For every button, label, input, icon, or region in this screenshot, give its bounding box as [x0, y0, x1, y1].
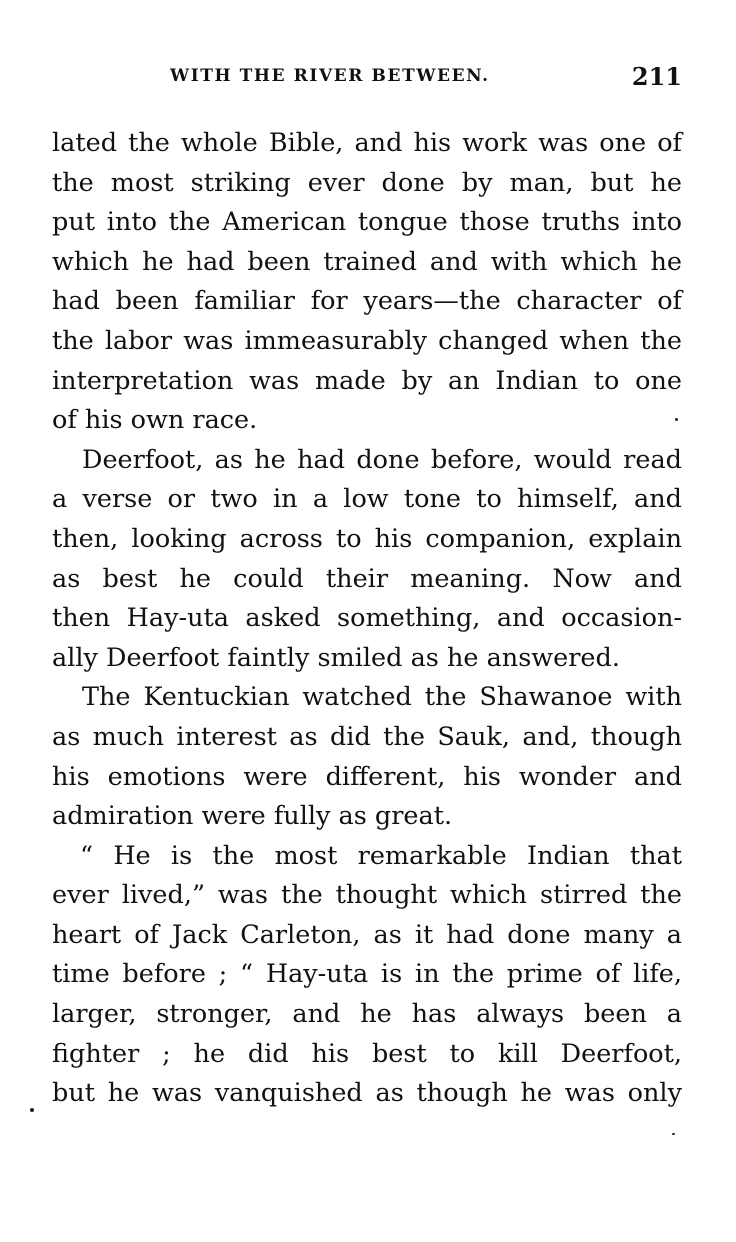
print-speck	[675, 418, 678, 421]
text-line: then Hay-uta asked something, and occasion-	[52, 603, 682, 634]
text-line: a verse or two in a low tone to himself, and	[52, 484, 682, 515]
text-line: The Kentuckian watched the Shawanoe with	[82, 682, 682, 713]
text-line: then, looking across to his companion, explain	[52, 523, 682, 554]
text-line: “ He is the most remarkable Indian that	[80, 840, 682, 871]
text-line: lated the whole Bible, and his work was one of	[52, 128, 682, 158]
text-line: the labor was immeasurably changed when the	[52, 325, 682, 356]
text-line: but he was vanquished as though he was only	[52, 1078, 682, 1109]
text-line: admiration were fully as great.	[52, 801, 453, 832]
body-text	[52, 124, 682, 1114]
text-line: as best he could their meaning. Now and	[52, 563, 682, 594]
text-line: fighter ; he did his best to kill Deerfoot,	[52, 1038, 682, 1069]
running-head-title: WITH THE RIVER BETWEEN.	[170, 66, 490, 86]
print-speck	[30, 1108, 34, 1112]
text-line: time before ; “ Hay-uta is in the prime of life,	[52, 959, 682, 990]
print-speck	[672, 1133, 675, 1135]
text-line: ally Deerfoot faintly smiled as he answered.	[52, 642, 620, 673]
running-head	[52, 62, 682, 96]
text-line: his emotions were different, his wonder and	[52, 761, 682, 792]
text-line: Deerfoot, as he had done before, would read	[82, 444, 682, 475]
text-line: of his own race.	[52, 405, 258, 436]
text-line: larger, stronger, and he has always been a	[52, 999, 682, 1030]
text-line: ever lived,” was the thought which stirred the	[52, 880, 682, 911]
text-line: had been familiar for years—the character of	[52, 286, 682, 317]
page-number: 211	[631, 62, 682, 91]
text-line: which he had been trained and with which he	[52, 246, 682, 277]
text-line: as much interest as did the Sauk, and, though	[52, 721, 682, 752]
text-line: heart of Jack Carleton, as it had done many a	[52, 919, 682, 950]
text-line: interpretation was made by an Indian to one	[52, 365, 682, 396]
text-line: the most striking ever done by man, but he	[52, 167, 682, 198]
text-line: put into the American tongue those truths into	[52, 207, 682, 238]
